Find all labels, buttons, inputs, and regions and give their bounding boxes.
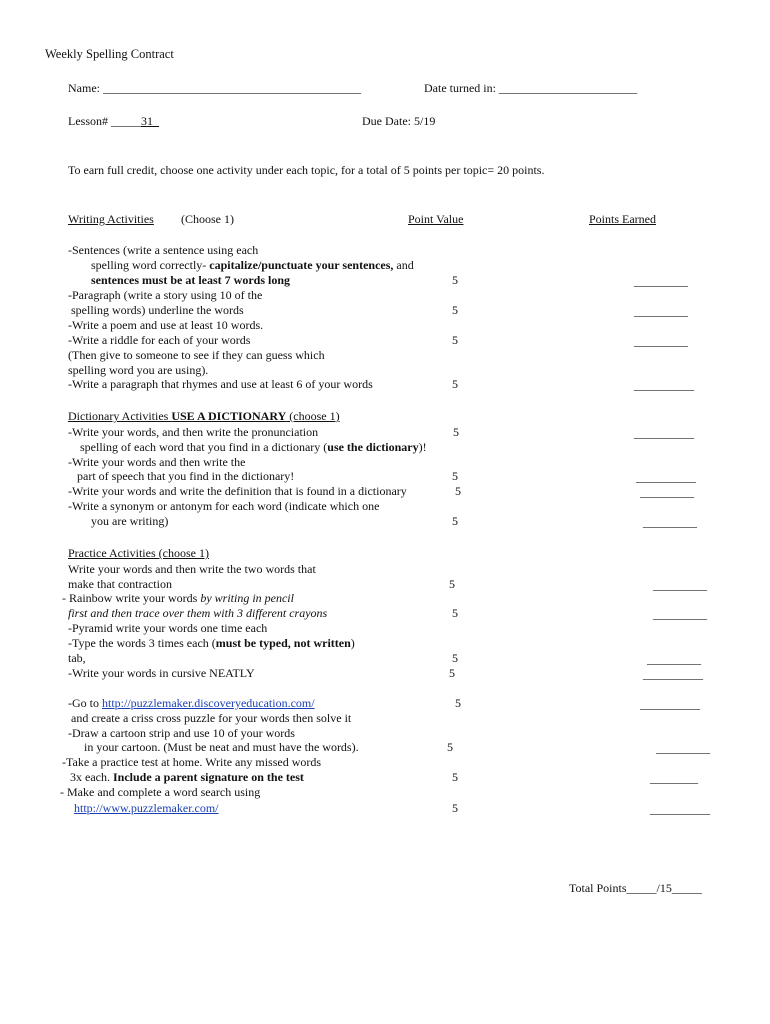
points-earned-blank: __________ [634,378,694,392]
instructions: To earn full credit, choose one activity under each topic, for a total of 5 points per topic= 20 points. [68,163,545,177]
practice-line: -Take a practice test at home. Write any missed words [62,755,322,769]
dictionary-line: -Write your words and write the definition that is found in a dictionary [68,484,407,498]
writing-line: -Sentences (write a sentence using each [68,243,259,257]
bold-emphasis: must be typed, not written [215,636,351,650]
points-earned-blank: _________ [653,607,707,621]
point-value: 5 [452,303,458,317]
document-title: Weekly Spelling Contract [45,47,174,61]
points-earned-blank: _________ [653,578,707,592]
points-earned-blank: ________ [650,771,698,785]
points-earned-blank: _________ [634,274,688,288]
point-value: 5 [452,801,458,815]
point-value: 5 [452,469,458,483]
points-earned-blank: __________ [643,667,703,681]
bold-emphasis: Include a parent signature on the test [112,770,304,784]
bold-emphasis: USE A DICTIONARY [171,409,287,423]
practice-line: -Type the words 3 times each (must be typed, not written) [68,636,355,650]
point-value: 5 [453,425,459,439]
points-earned-blank: __________ [634,426,694,440]
practice-line: Write your words and then write the two words that [68,562,316,576]
point-value: 5 [452,651,458,665]
points-earned-blank: _________ [634,334,688,348]
dictionary-line: -Write a synonym or antonym for each word (indicate which one [68,499,380,513]
point-value: 5 [452,514,458,528]
practice-line: and create a criss cross puzzle for your words then solve it [68,711,352,725]
writing-line: -Paragraph (write a story using 10 of the [68,288,263,302]
lesson-field [68,114,159,129]
practice-line: -Draw a cartoon strip and use 10 of your words [68,726,295,740]
writing-line: -Write a poem and use at least 10 words. [68,318,264,332]
due-date: Due Date: 5/19 [362,114,436,128]
puzzlemaker-link[interactable]: http://www.puzzlemaker.com/ [74,801,219,815]
practice-line: tab, [68,651,86,665]
bold-emphasis: capitalize/punctuate your sentences, [209,258,394,272]
lesson-underline: _ [153,114,159,128]
points-earned-blank: _________ [647,652,701,666]
writing-line: spelling words) underline the words [68,303,244,317]
writing-choose: (Choose 1) [181,212,234,226]
writing-line: spelling word you are using). [68,363,209,377]
point-value: 5 [452,273,458,287]
total-points: Total Points_____/15_____ [569,881,702,895]
point-value: 5 [452,333,458,347]
italic-emphasis: by writing in pencil [200,591,294,605]
points-earned-blank: __________ [650,802,710,816]
dictionary-heading: Dictionary Activities USE A DICTIONARY (choose 1) [68,409,340,423]
dictionary-line: -Write your words, and then write the pronunciation [68,425,319,439]
dictionary-line: -Write your words and then write the [68,455,246,469]
writing-line: spelling word correctly- capitalize/punctuate your sentences, and [91,258,414,272]
practice-line: - Make and complete a word search using [60,785,261,799]
practice-line: first and then trace over them with 3 different crayons [68,606,328,620]
points-earned-blank: _________ [643,515,697,529]
practice-line: make that contraction [68,577,172,591]
points-earned-blank: _________ [656,741,710,755]
practice-line: -Go to http://puzzlemaker.discoveryeducation.com/ [68,696,315,710]
name-field: Name: ___________________________________________ [68,81,361,95]
writing-heading: Writing Activities [68,212,154,226]
dictionary-line: part of speech that you find in the dictionary! [77,469,295,483]
practice-line: - Rainbow write your words by writing in pencil [62,591,294,605]
points-earned-header: Points Earned [589,212,656,226]
writing-line: (Then give to someone to see if they can guess which [68,348,325,362]
lesson-number: 31 [141,114,153,128]
puzzlemaker-discovery-link[interactable]: http://puzzlemaker.discoveryeducation.com/ [102,696,315,710]
point-value-header: Point Value [408,212,464,226]
bold-emphasis: use the dictionary [327,440,419,454]
points-earned-blank: _________ [640,485,694,499]
point-value: 5 [455,484,461,498]
practice-line: -Write your words in cursive NEATLY [68,666,255,680]
point-value: 5 [447,740,453,754]
date-turned-in-field: Date turned in: _______________________ [424,81,637,95]
lesson-label: Lesson# _____ [68,114,141,128]
writing-line: -Write a riddle for each of your words [68,333,251,347]
practice-line: -Pyramid write your words one time each [68,621,268,635]
points-earned-blank: __________ [640,697,700,711]
points-earned-blank: _________ [634,304,688,318]
writing-line: -Write a paragraph that rhymes and use at least 6 of your words [68,377,373,391]
point-value: 5 [449,666,455,680]
point-value: 5 [452,770,458,784]
practice-line: in your cartoon. (Must be neat and must have the words). [84,740,359,754]
point-value: 5 [449,577,455,591]
practice-line: 3x each. Include a parent signature on the test [70,770,304,784]
points-earned-blank: __________ [636,470,696,484]
point-value: 5 [455,696,461,710]
point-value: 5 [452,606,458,620]
dictionary-line: you are writing) [91,514,169,528]
writing-line: sentences must be at least 7 words long [91,273,290,287]
dictionary-line: spelling of each word that you find in a dictionary (use the dictionary)! [80,440,427,454]
point-value: 5 [452,377,458,391]
practice-heading: Practice Activities (choose 1) [68,546,209,560]
